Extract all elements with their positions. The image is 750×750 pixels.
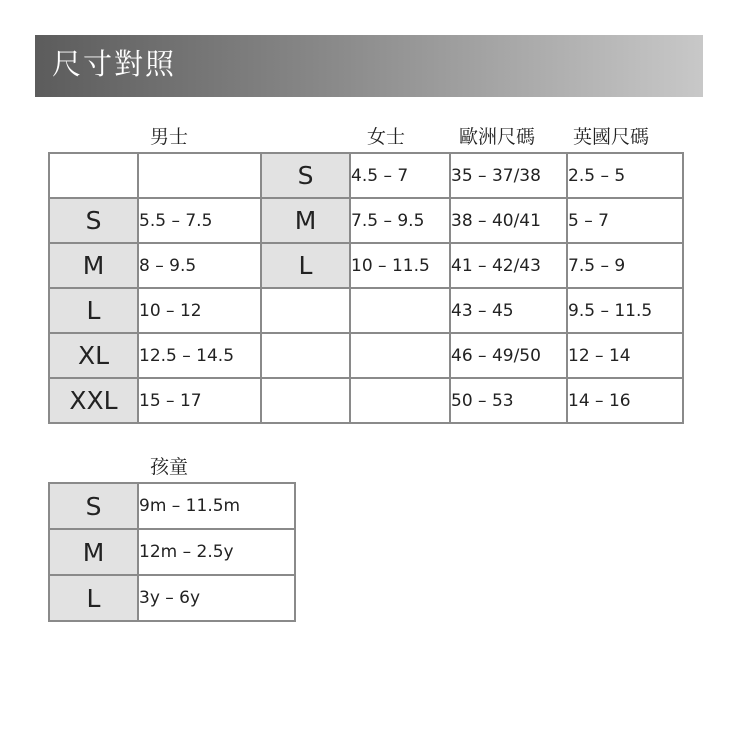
eu-size-cell: 43 – 45 [450, 288, 567, 333]
table-row [49, 529, 295, 575]
table-row [49, 153, 683, 198]
header-eu: 歐洲尺碼 [459, 126, 536, 148]
header-kids: 孩童 [150, 456, 189, 478]
eu-size-cell: 35 – 37/38 [450, 153, 567, 198]
women-range-cell: 10 – 11.5 [350, 243, 450, 288]
title-banner [35, 35, 703, 97]
men-size-cell: XXL [49, 378, 138, 423]
table-row [49, 243, 683, 288]
empty-cell [350, 333, 450, 378]
uk-size-cell: 7.5 – 9 [567, 243, 683, 288]
header-women: 女士 [367, 126, 406, 148]
header-uk: 英國尺碼 [573, 126, 650, 148]
men-range-cell: 8 – 9.5 [138, 243, 261, 288]
table-row [49, 378, 683, 423]
eu-size-cell: 50 – 53 [450, 378, 567, 423]
men-size-cell: XL [49, 333, 138, 378]
uk-size-cell: 5 – 7 [567, 198, 683, 243]
empty-cell [261, 378, 350, 423]
kids-size-cell: M [49, 529, 138, 575]
eu-size-cell: 46 – 49/50 [450, 333, 567, 378]
kids-size-cell: L [49, 575, 138, 621]
empty-cell [261, 333, 350, 378]
table-row [49, 198, 683, 243]
kids-size-table [48, 482, 296, 622]
main-size-table [48, 152, 684, 424]
women-size-cell: L [261, 243, 350, 288]
page-title: 尺寸對照 [52, 47, 177, 81]
women-size-cell: S [261, 153, 350, 198]
empty-cell [350, 288, 450, 333]
women-range-cell: 7.5 – 9.5 [350, 198, 450, 243]
uk-size-cell: 2.5 – 5 [567, 153, 683, 198]
empty-cell [49, 153, 138, 198]
table-row [49, 575, 295, 621]
header-men: 男士 [150, 126, 189, 148]
empty-cell [138, 153, 261, 198]
men-range-cell: 15 – 17 [138, 378, 261, 423]
uk-size-cell: 9.5 – 11.5 [567, 288, 683, 333]
table-row [49, 288, 683, 333]
men-range-cell: 10 – 12 [138, 288, 261, 333]
uk-size-cell: 12 – 14 [567, 333, 683, 378]
empty-cell [261, 288, 350, 333]
women-size-cell: M [261, 198, 350, 243]
eu-size-cell: 38 – 40/41 [450, 198, 567, 243]
men-size-cell: L [49, 288, 138, 333]
women-range-cell: 4.5 – 7 [350, 153, 450, 198]
table-row [49, 483, 295, 529]
men-size-cell: M [49, 243, 138, 288]
kids-range-cell: 9m – 11.5m [138, 483, 295, 529]
empty-cell [350, 378, 450, 423]
table-row [49, 333, 683, 378]
men-range-cell: 5.5 – 7.5 [138, 198, 261, 243]
kids-range-cell: 12m – 2.5y [138, 529, 295, 575]
kids-range-cell: 3y – 6y [138, 575, 295, 621]
men-size-cell: S [49, 198, 138, 243]
uk-size-cell: 14 – 16 [567, 378, 683, 423]
kids-size-cell: S [49, 483, 138, 529]
men-range-cell: 12.5 – 14.5 [138, 333, 261, 378]
eu-size-cell: 41 – 42/43 [450, 243, 567, 288]
